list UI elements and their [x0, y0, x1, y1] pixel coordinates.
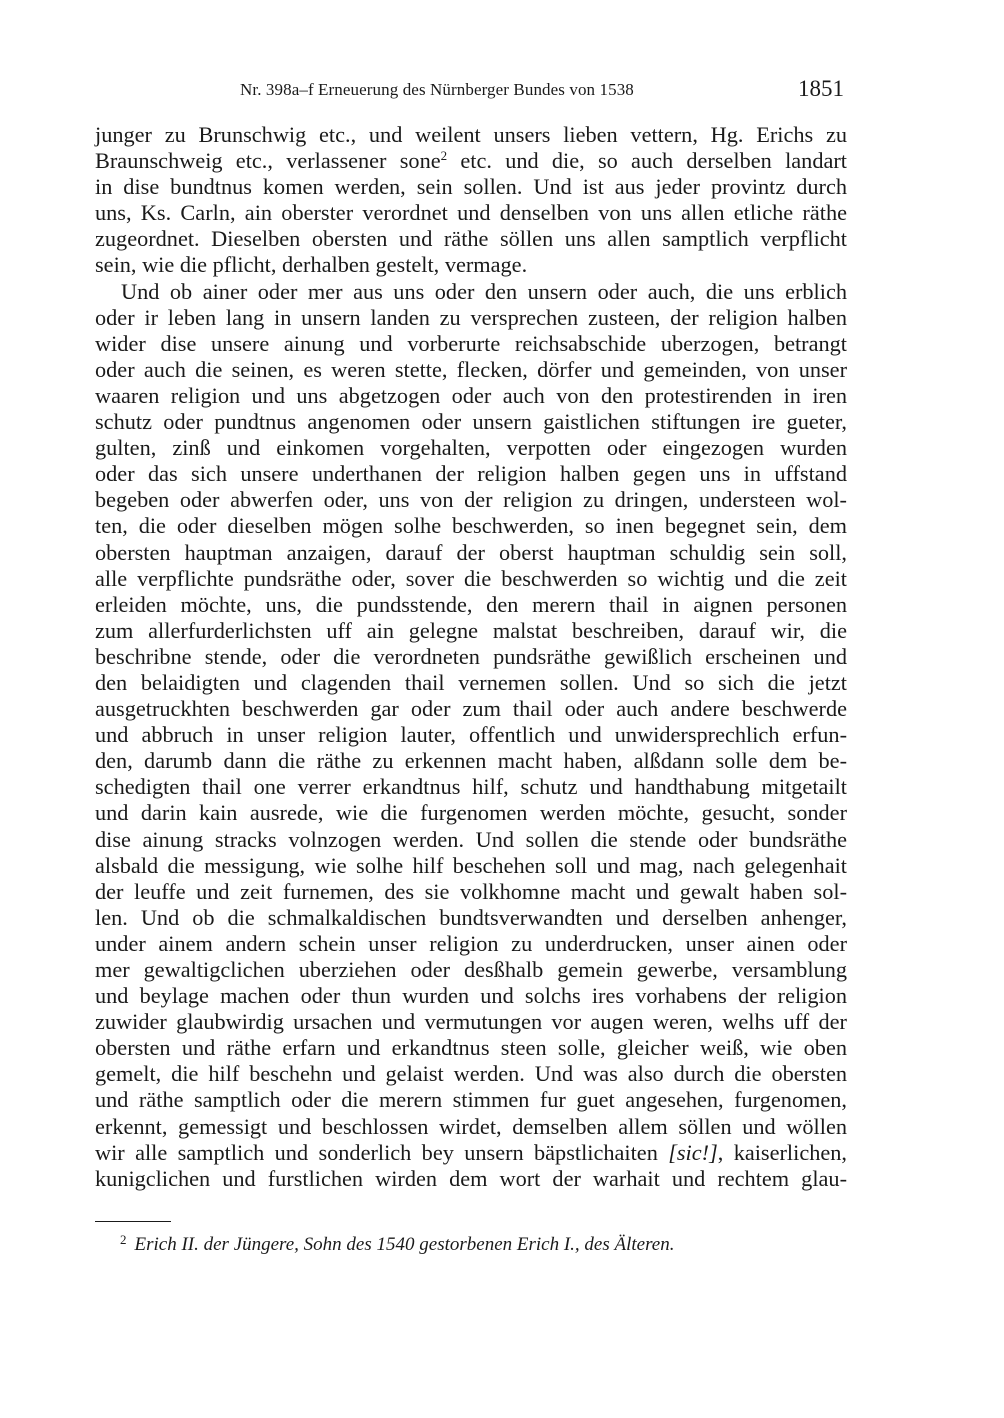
text-segment: etc. und die, so auch derselben landart	[460, 148, 847, 174]
text-line: und abbruch in unser religion lauter, offentlich und unwidersprechlich erfun-	[95, 722, 847, 748]
text-segment: , kaiserlichen,	[717, 1139, 847, 1165]
text-line: erleiden möchte, uns, die pundsstende, den merern thail in aignen personen	[95, 591, 847, 617]
footnote-number: 2	[120, 1232, 127, 1247]
text-line: oder ir leben lang in unsern landen zu versprechen zusteen, der religion halben	[95, 304, 847, 330]
text-line: zuwider glaubwirdig ursachen und vermutungen vor augen weren, welhs uff der	[95, 1009, 847, 1035]
text-line: ausgetruckhten beschwerden gar oder zum thail oder auch andere beschwerde	[95, 696, 847, 722]
text-line: junger zu Brunschwig etc., und weilent unsers lieben vettern, Hg. Erichs zu	[95, 122, 847, 147]
text-line: den, darumb dann die räthe zu erkennen macht haben, alßdann solle dem be-	[95, 748, 847, 774]
text-line: in dise bundtnus komen werden, sein sollen. Und ist aus jeder provintz durch	[95, 174, 847, 200]
sic-marker: [sic!]	[668, 1139, 718, 1165]
text-line: sein, wie die pflicht, derhalben gestelt, vermage.	[95, 252, 528, 278]
text-line: und darin kain ausrede, wie die furgenomen werden möchte, gesucht, sonder	[95, 800, 847, 826]
text-line: zugeordnet. Dieselben obersten und räthe söllen uns allen samptlich verpflicht	[95, 226, 847, 252]
text-line: ten, die oder dieselben mögen solhe beschwerden, so inen begegnet sein, dem	[95, 513, 847, 539]
text-line: obersten und räthe erfarn und erkandtnus steen solle, gleicher weiß, wie oben	[95, 1035, 847, 1061]
text-line: obersten hauptman anzaigen, darauf der oberst hauptman schuldig sein soll,	[95, 539, 847, 565]
text-line: oder auch die seinen, es weren stette, flecken, dörfer und gemeinden, von unser	[95, 356, 847, 382]
text-line: kunigclichen und furstlichen wirden dem wort der warhait und rechtem glau-	[95, 1165, 847, 1191]
text-line: alsbald die messigung, wie solhe hilf beschehen soll und mag, nach gelegenhait	[95, 852, 847, 878]
text-line: und räthe samptlich oder die merern stimmen fur guet angesehen, furgenomen,	[95, 1087, 847, 1113]
text-line: mer gewaltigclichen uberziehen oder desßhalb gemein gewerbe, versamblung	[95, 957, 847, 982]
text-line: wider dise unsere ainung und vorberurte reichsabschide uberzogen, betrangt	[95, 330, 847, 356]
footnote-text: Erich II. der Jüngere, Sohn des 1540 gestorbenen Erich I., des Älteren.	[134, 1234, 675, 1255]
text-segment: Braunschweig etc., verlassener sone	[95, 148, 441, 174]
text-line: zum allerfurderlichsten uff ain gelegne malstat beschreiben, darauf wir, die	[95, 617, 847, 643]
text-line	[95, 1140, 847, 1166]
text-line: und beylage machen oder thun wurden und solchs ires vorhabens der religion	[95, 983, 847, 1009]
text-line: schedigten thail one verrer erkandtnus hilf, schutz und handthabung mitgetailt	[95, 774, 847, 800]
main-text	[95, 122, 847, 1192]
text-segment: wir alle samptlich und sonderlich bey unsern bäpstlichaiten	[95, 1139, 658, 1165]
text-line: den belaidigten und clagenden thail vernemen sollen. Und so sich die jetzt	[95, 669, 847, 695]
text-line: waaren religion und uns abgetzogen oder auch von den protestirenden in iren	[95, 382, 847, 408]
sic-annotation	[668, 1140, 847, 1165]
text-line: oder das sich unsere underthanen der religion halben gegen uns in uffstand	[95, 461, 847, 487]
text-line: gemelt, die hilf beschehn und gelaist werden. Und was also durch die obersten	[95, 1061, 847, 1087]
text-line: beschribne stende, oder die verordneten pundsräthe gewißlich erscheinen und	[95, 643, 847, 669]
text-line: uns, Ks. Carln, ain oberster verordnet und denselben von uns allen etliche räthe	[95, 200, 847, 226]
page-number: 1851	[798, 76, 844, 101]
footnote-separator	[95, 1221, 171, 1222]
text-line: schutz oder pundtnus angenomen oder unsern gaistlichen stiftungen ire gueter,	[95, 409, 847, 435]
text-line: begeben oder abwerfen oder, uns von der religion zu dringen, understeen wol-	[95, 487, 847, 513]
footnote	[120, 1225, 674, 1260]
text-line: len. Und ob die schmalkaldischen bundtsverwandten und derselben anhenger,	[95, 904, 847, 930]
footnote-reference[interactable]: 2	[440, 148, 448, 164]
text-line: der leuffe und zeit furnemen, des sie volkhomne macht und gewalt haben sol-	[95, 878, 847, 904]
text-line	[95, 148, 847, 174]
running-title: Nr. 398a–f Erneuerung des Nürnberger Bundes von 1538	[240, 80, 634, 99]
text-line: erkennt, gemessigt und beschlossen wirdet, demselben allem söllen und wöllen	[95, 1113, 847, 1139]
text-line: under ainem andern schein unser religion zu underdrucken, unser ainen oder	[95, 930, 847, 956]
text-line: dise ainung stracks volnzogen werden. Und sollen die stende oder bundsräthe	[95, 826, 847, 852]
text-line: gulten, zinß und einkomen vorgehalten, verpotten oder eingezogen wurden	[95, 435, 847, 461]
text-line: alle verpflichte pundsräthe oder, sover die beschwerden so wichtig und die zeit	[95, 565, 847, 591]
text-line: Und ob ainer oder mer aus uns oder den unsern oder auch, die uns erblich	[121, 278, 847, 304]
